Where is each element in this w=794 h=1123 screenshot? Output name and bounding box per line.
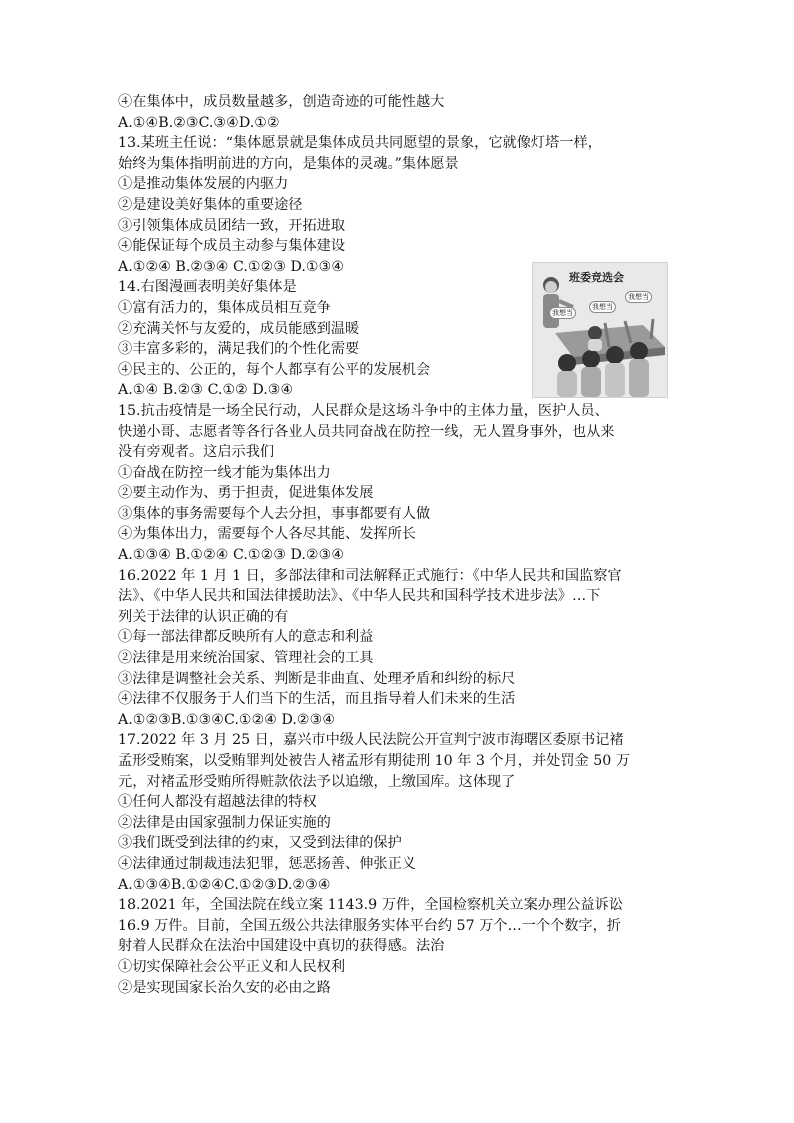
- q16-answers: A.①②③B.①③④C.①②④ D.②③④: [118, 711, 336, 728]
- q13-option-1: ①是推动集体发展的内驱力: [118, 176, 289, 193]
- q17-option-3: ③我们既受到法律的约束，又受到法律的保护: [118, 835, 402, 852]
- q17-answers: A.①③④B.①②④C.①②③D.②③④: [118, 876, 331, 893]
- q13-answers: A.①②④ B.②③④ C.①②③ D.①③④: [118, 258, 345, 275]
- cartoon-speech-bubble-3: 我想当: [625, 291, 652, 303]
- cartoon-speech-bubble-1: 我想当: [549, 307, 576, 319]
- q13-option-2: ②是建设美好集体的重要途径: [118, 196, 303, 213]
- q18-stem-line-3: 射着人民群众在法治中国建设中真切的获得感。法治: [118, 938, 445, 955]
- q16-stem-line-1: 16.2022 年 1 月 1 日，多部法律和司法解释正式施行：《中华人民共和国监察官: [118, 567, 622, 584]
- q17-option-2: ②法律是由国家强制力保证实施的: [118, 814, 331, 831]
- q13-stem-line-1: 13.某班主任说：“集体愿景就是集体成员共同愿望的景象，它就像灯塔一样，: [118, 135, 602, 152]
- q17-stem-line-3: 元，对褚孟形受贿所得赃款依法予以追缴，上缴国库。这体现了: [118, 773, 516, 790]
- class-election-cartoon: [532, 262, 668, 398]
- q13-option-4: ④能保证每个成员主动参与集体建设: [118, 238, 346, 255]
- cartoon-title: 班委竞选会: [569, 271, 624, 284]
- q13-option-3: ③引领集体成员团结一致，开拓进取: [118, 217, 346, 234]
- q18-stem-line-1: 18.2021 年，全国法院在线立案 1143.9 万件，全国检察机关立案办理公益诉讼: [118, 897, 623, 914]
- q15-option-2: ②要主动作为、勇于担责，促进集体发展: [118, 485, 374, 502]
- q15-option-3: ③集体的事务需要每个人去分担，事事都要有人做: [118, 505, 431, 522]
- q13-stem-line-2: 始终为集体指明前进的方向，是集体的灵魂。”集体愿景: [118, 155, 459, 172]
- q14-option-2: ②充满关怀与友爱的，成员能感到温暖: [118, 320, 360, 337]
- q12-answers: A.①④B.②③C.③④D.①②: [118, 114, 280, 131]
- q15-stem-line-3: 没有旁观者。这启示我们: [118, 444, 275, 461]
- q17-stem-line-1: 17.2022 年 3 月 25 日，嘉兴市中级人民法院公开宣判宁波市海曙区委原书记褚: [118, 732, 624, 749]
- q18-stem-line-2: 16.9 万件。目前，全国五级公共法律服务实体平台约 57 万个…一个个数字，折: [118, 917, 621, 934]
- q17-option-4: ④法律通过制裁违法犯罪，惩恶扬善、伸张正义: [118, 855, 416, 872]
- q15-answers: A.①③④ B.①②④ C.①②③ D.②③④: [118, 547, 345, 564]
- q16-option-4: ④法律不仅服务于人们当下的生活，而且指导着人们未来的生活: [118, 691, 516, 708]
- cartoon-speech-bubble-2: 我想当: [589, 301, 616, 313]
- q15-stem-line-1: 15.抗击疫情是一场全民行动，人民群众是这场斗争中的主体力量，医护人员、: [118, 402, 609, 419]
- q16-option-1: ①每一部法律都反映所有人的意志和利益: [118, 629, 374, 646]
- q17-stem-line-2: 孟形受贿案，以受贿罪判处被告人褚孟形有期徒刑 10 年 3 个月，并处罚金 50 万: [118, 753, 631, 769]
- q17-option-1: ①任何人都没有超越法律的特权: [118, 794, 317, 811]
- q15-option-1: ①奋战在防控一线才能为集体出力: [118, 464, 331, 481]
- q14-option-3: ③丰富多彩的，满足我们的个性化需要: [118, 341, 360, 358]
- q16-option-3: ③法律是调整社会关系、判断是非曲直、处理矛盾和纠纷的标尺: [118, 670, 516, 687]
- exam-page: [118, 92, 678, 998]
- q14-option-1: ①富有活力的，集体成员相互竞争: [118, 299, 331, 316]
- q14-answers: A.①④ B.②③ C.①② D.③④: [118, 382, 294, 399]
- q12-option-4: ④在集体中，成员数量越多，创造奇迹的可能性越大: [118, 94, 445, 110]
- q14-stem: 14.右图漫画表明美好集体是: [118, 279, 297, 296]
- q18-option-1: ①切实保障社会公平正义和人民权利: [118, 958, 346, 975]
- q16-option-2: ②法律是用来统治国家、管理社会的工具: [118, 650, 374, 667]
- q14-option-4: ④民主的、公正的，每个人都享有公平的发展机会: [118, 361, 431, 378]
- q16-stem-line-3: 列关于法律的认识正确的有: [118, 608, 289, 625]
- q16-stem-line-2: 法》、《中华人民共和国法律援助法》、《中华人民共和国科学技术进步法》…下: [118, 588, 601, 605]
- q15-stem-line-2: 快递小哥、志愿者等各行各业人员共同奋战在防控一线，无人置身事外，也从来: [118, 423, 615, 440]
- q15-option-4: ④为集体出力，需要每个人各尽其能、发挥所长: [118, 526, 416, 543]
- q18-option-2: ②是实现国家长治久安的必由之路: [118, 979, 331, 996]
